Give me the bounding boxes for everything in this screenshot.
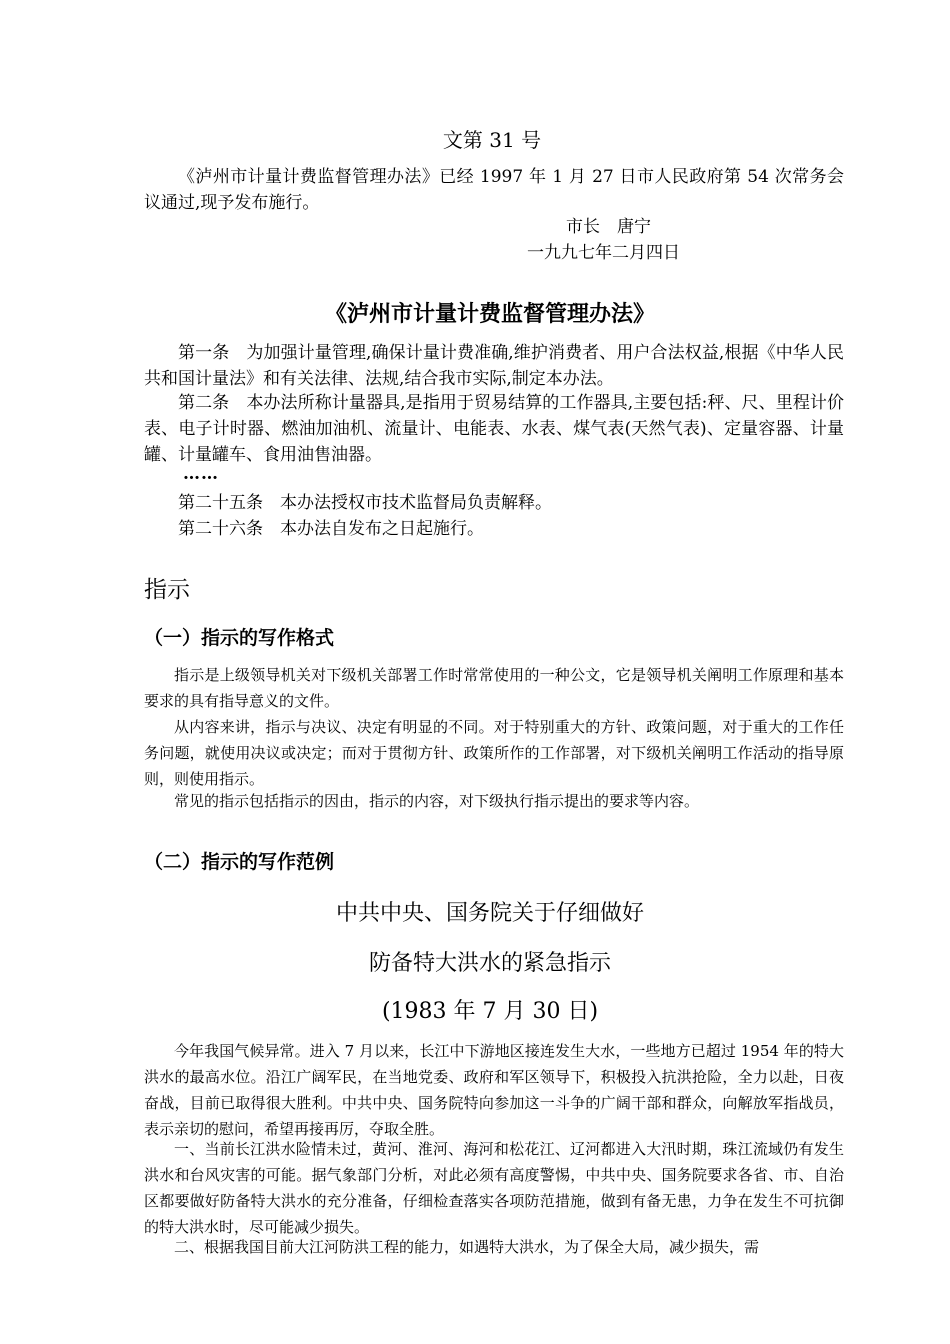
format-subheading: （一）指示的写作格式 (144, 627, 335, 649)
article-26: 第二十六条 本办法自发布之日起施行。 (178, 519, 484, 539)
omitted-articles-ellipsis: …… (183, 464, 219, 484)
issue-date: 一九九七年二月四日 (527, 243, 680, 263)
example-subheading: （二）指示的写作范例 (144, 851, 335, 873)
example-paragraph: 二、根据我国目前大江河防洪工程的能力，如遇特大洪水，为了保全大局，减少损失，需 (174, 1238, 760, 1256)
section-heading-instructions: 指示 (144, 577, 190, 603)
document-number: 文第 31 号 (442, 128, 542, 152)
promulgation-notice: 《泸州市计量计费监督管理办法》已经 1997 年 1 月 27 日市人民政府第 54 次常务会议通过,现予发布施行。 (144, 167, 844, 213)
example-title-line-1: 中共中央、国务院关于仔细做好 (335, 901, 644, 926)
example-title-date: (1983 年 7 月 30 日) (381, 999, 599, 1024)
article-1: 第一条 为加强计量管理,确保计量计费准确,维护消费者、用户合法权益,根据《中华人民共和国计量法》和有关法律、法规,结合我市实际,制定本办法。 (144, 343, 844, 389)
signer: 市长 唐宁 (566, 217, 651, 237)
example-paragraph: 一、当前长江洪水险情未过，黄河、淮河、海河和松花江、辽河都进入大汛时期，珠江流域仍有发生洪水和台风灾害的可能。据气象部门分析，对此必须有高度警惕，中共中央、国务院要求各省、市、自治区都要做好防备特大洪水的充分准备，仔细检查落实各项防范措施，做到有备无患，力争在发生不可抗御的特大洪水时，尽可能减少损失。 (144, 1140, 844, 1236)
example-title-line-2: 防备特大洪水的紧急指示 (368, 951, 611, 976)
article-25: 第二十五条 本办法授权市技术监督局负责解释。 (178, 493, 552, 513)
format-paragraph: 常见的指示包括指示的因由，指示的内容，对下级执行指示提出的要求等内容。 (174, 792, 700, 810)
law-title: 《泸州市计量计费监督管理办法》 (324, 302, 655, 327)
example-paragraph: 今年我国气候异常。进入 7 月以来，长江中下游地区接连发生大水，一些地方已超过 1954 年的特大洪水的最高水位。沿江广阔军民，在当地党委、政府和军区领导下，积极投入抗洪抢险，全力以赴，日夜奋战，目前已取得很大胜利。中共中央、国务院特向参加这一斗争的广阔干部和群众，向解放军指战员，表示亲切的慰问，希望再接再厉，夺取全胜。 (144, 1042, 844, 1138)
format-paragraph: 从内容来讲，指示与决议、决定有明显的不同。对于特别重大的方针、政策问题，对于重大的工作任务问题，就使用决议或决定；而对于贯彻方针、政策所作的工作部署，对下级机关阐明工作活动的指导原则，则使用指示。 (144, 718, 844, 788)
format-paragraph: 指示是上级领导机关对下级机关部署工作时常常使用的一种公文，它是领导机关阐明工作原理和基本要求的具有指导意义的文件。 (144, 666, 844, 710)
article-2: 第二条 本办法所称计量器具,是指用于贸易结算的工作器具,主要包括:秤、尺、里程计价表、电子计时器、燃油加油机、流量计、电能表、水表、煤气表(天然气表)、定量容器、计量罐、计量罐车、食用油售油器。 (144, 393, 844, 465)
